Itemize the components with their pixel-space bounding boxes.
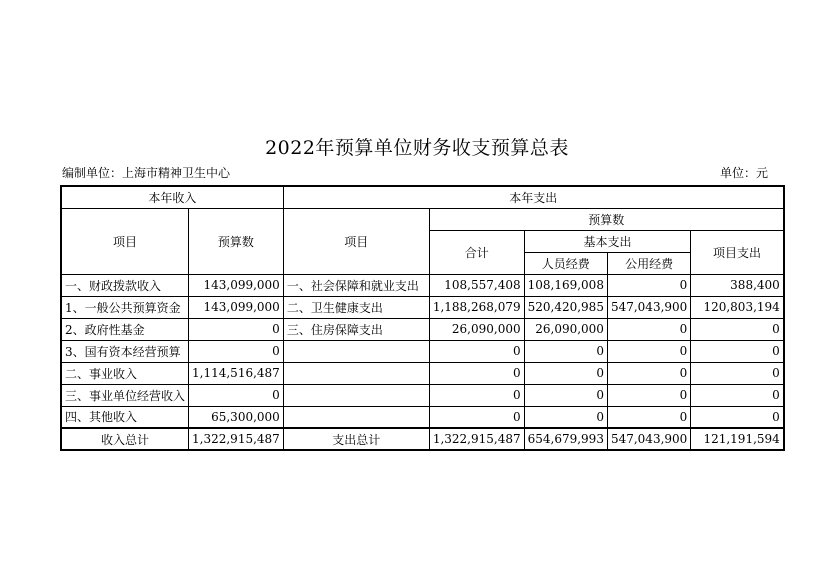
public-amount: 0 bbox=[607, 362, 690, 384]
page-title: 2022年预算单位财务收支预算总表 bbox=[265, 137, 569, 159]
income-item: 三、事业单位经营收入 bbox=[61, 384, 189, 406]
income-amount: 1,114,516,487 bbox=[189, 362, 284, 384]
expense-item bbox=[283, 340, 429, 362]
expense-total: 0 bbox=[429, 384, 524, 406]
project-total-amount: 121,191,594 bbox=[691, 428, 784, 450]
expense-total: 1,188,268,079 bbox=[429, 296, 524, 318]
expense-item bbox=[283, 362, 429, 384]
table-row bbox=[61, 384, 784, 406]
income-item: 一、财政拨款收入 bbox=[61, 274, 189, 296]
table-row bbox=[61, 296, 784, 318]
income-budget-header: 预算数 bbox=[189, 208, 284, 274]
unit-label: 单位：元 bbox=[719, 166, 768, 180]
personnel-amount: 0 bbox=[524, 362, 607, 384]
basic-expense-header: 基本支出 bbox=[524, 230, 691, 252]
public-amount: 0 bbox=[607, 340, 690, 362]
income-amount: 65,300,000 bbox=[189, 406, 284, 428]
project-amount: 0 bbox=[691, 384, 784, 406]
income-item: 3、国有资本经营预算 bbox=[61, 340, 189, 362]
public-total-amount: 547,043,900 bbox=[607, 428, 690, 450]
table-row bbox=[61, 362, 784, 384]
income-item: 四、其他收入 bbox=[61, 406, 189, 428]
public-amount: 547,043,900 bbox=[607, 296, 690, 318]
income-amount: 143,099,000 bbox=[189, 274, 284, 296]
expense-total-label: 支出总计 bbox=[283, 428, 429, 450]
income-amount: 0 bbox=[189, 318, 284, 340]
project-amount: 388,400 bbox=[691, 274, 784, 296]
expense-section-header: 本年支出 bbox=[283, 186, 783, 208]
expense-budget-header: 预算数 bbox=[429, 208, 783, 230]
personnel-amount: 0 bbox=[524, 384, 607, 406]
totals-row bbox=[61, 428, 784, 450]
expense-total-amount: 1,322,915,487 bbox=[429, 428, 524, 450]
income-total-label: 收入总计 bbox=[61, 428, 189, 450]
expense-total: 0 bbox=[429, 340, 524, 362]
org-label: 编制单位：上海市精神卫生中心 bbox=[62, 166, 231, 180]
income-item-header: 项目 bbox=[61, 208, 189, 274]
expense-total: 108,557,408 bbox=[429, 274, 524, 296]
project-amount: 0 bbox=[691, 362, 784, 384]
table-row bbox=[61, 406, 784, 428]
table-row bbox=[61, 318, 784, 340]
income-amount: 0 bbox=[189, 384, 284, 406]
income-item: 1、一般公共预算资金 bbox=[61, 296, 189, 318]
project-amount: 0 bbox=[691, 318, 784, 340]
income-total-amount: 1,322,915,487 bbox=[189, 428, 284, 450]
income-section-header: 本年收入 bbox=[61, 186, 283, 208]
expense-item-header: 项目 bbox=[283, 208, 429, 274]
income-item: 二、事业收入 bbox=[61, 362, 189, 384]
expense-item: 二、卫生健康支出 bbox=[283, 296, 429, 318]
project-amount: 0 bbox=[691, 340, 784, 362]
income-amount: 143,099,000 bbox=[189, 296, 284, 318]
table-row bbox=[61, 340, 784, 362]
project-expense-header: 项目支出 bbox=[691, 230, 784, 274]
personnel-amount: 108,169,008 bbox=[524, 274, 607, 296]
public-amount: 0 bbox=[607, 406, 690, 428]
project-amount: 120,803,194 bbox=[691, 296, 784, 318]
expense-item: 一、社会保障和就业支出 bbox=[283, 274, 429, 296]
expense-item bbox=[283, 384, 429, 406]
expense-item: 三、住房保障支出 bbox=[283, 318, 429, 340]
expense-total: 0 bbox=[429, 362, 524, 384]
personnel-amount: 0 bbox=[524, 406, 607, 428]
personnel-amount: 26,090,000 bbox=[524, 318, 607, 340]
expense-item bbox=[283, 406, 429, 428]
personnel-amount: 520,420,985 bbox=[524, 296, 607, 318]
total-header: 合计 bbox=[429, 230, 524, 274]
expense-total: 26,090,000 bbox=[429, 318, 524, 340]
table-row bbox=[61, 274, 784, 296]
project-amount: 0 bbox=[691, 406, 784, 428]
public-amount: 0 bbox=[607, 318, 690, 340]
public-amount: 0 bbox=[607, 384, 690, 406]
public-header: 公用经费 bbox=[607, 252, 690, 274]
personnel-total-amount: 654,679,993 bbox=[524, 428, 607, 450]
personnel-header: 人员经费 bbox=[524, 252, 607, 274]
budget-table bbox=[60, 185, 785, 451]
expense-total: 0 bbox=[429, 406, 524, 428]
income-item: 2、政府性基金 bbox=[61, 318, 189, 340]
personnel-amount: 0 bbox=[524, 340, 607, 362]
income-amount: 0 bbox=[189, 340, 284, 362]
public-amount: 0 bbox=[607, 274, 690, 296]
